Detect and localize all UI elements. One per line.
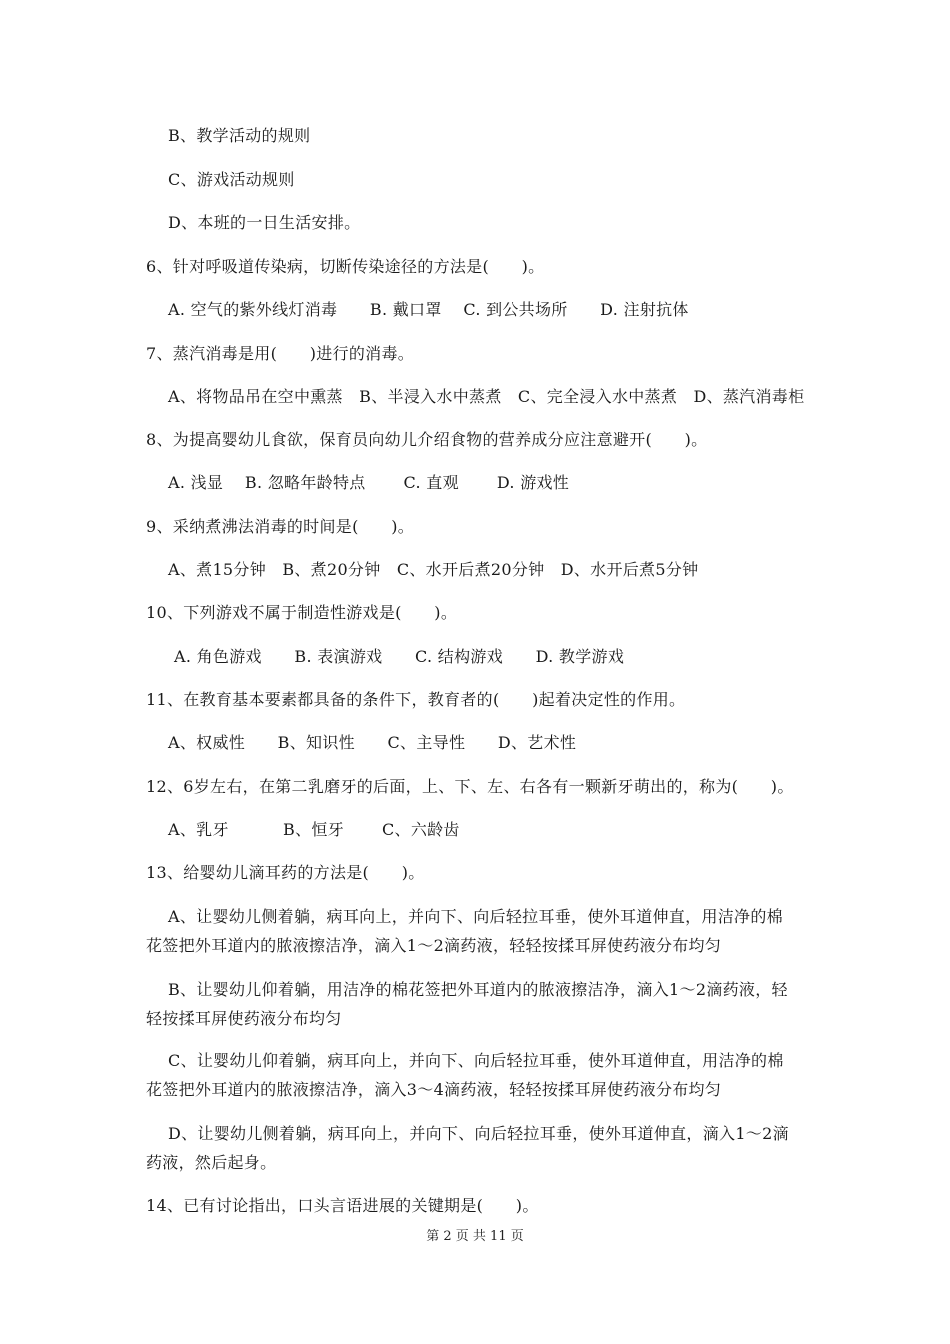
option-13a-cont: 花签把外耳道内的脓液擦洁净，滴入1～2滴药液，轻轻按揉耳屏使药液分布均匀 bbox=[146, 936, 722, 955]
option-13c-cont: 花签把外耳道内的脓液擦洁净，滴入3～4滴药液，轻轻按揉耳屏使药液分布均匀 bbox=[146, 1080, 722, 1099]
question-11: 11、在教育基本要素都具备的条件下，教育者的( )起着决定性的作用。 bbox=[146, 690, 686, 709]
option-13c: C、让婴幼儿仰着躺，病耳向上，并向下、向后轻拉耳垂，使外耳道伸直，用洁净的棉 bbox=[168, 1051, 784, 1070]
option-5c: C、游戏活动规则 bbox=[168, 170, 295, 189]
question-14: 14、已有讨论指出，口头言语进展的关键期是( )。 bbox=[146, 1196, 539, 1215]
options-8: A. 浅显 B. 忽略年龄特点 C. 直观 D. 游戏性 bbox=[168, 473, 570, 492]
option-13b-cont: 轻按揉耳屏使药液分布均匀 bbox=[146, 1009, 342, 1028]
options-7: A、将物品吊在空中熏蒸 B、半浸入水中蒸煮 C、完全浸入水中蒸煮 D、蒸汽消毒柜 bbox=[168, 387, 805, 406]
option-13d-cont: 药液，然后起身。 bbox=[146, 1153, 277, 1172]
question-9: 9、采纳煮沸法消毒的时间是( )。 bbox=[146, 517, 415, 536]
options-10: A. 角色游戏 B. 表演游戏 C. 结构游戏 D. 教学游戏 bbox=[174, 647, 625, 666]
question-13: 13、给婴幼儿滴耳药的方法是( )。 bbox=[146, 863, 425, 882]
question-10: 10、下列游戏不属于制造性游戏是( )。 bbox=[146, 603, 458, 622]
option-13d: D、让婴幼儿侧着躺，病耳向上，并向下、向后轻拉耳垂，使外耳道伸直，滴入1～2滴 bbox=[168, 1124, 789, 1143]
options-11: A、权威性 B、知识性 C、主导性 D、艺术性 bbox=[168, 733, 577, 752]
option-5d: D、本班的一日生活安排。 bbox=[168, 213, 361, 232]
options-6: A. 空气的紫外线灯消毒 B. 戴口罩 C. 到公共场所 D. 注射抗体 bbox=[168, 300, 689, 319]
option-5b: B、教学活动的规则 bbox=[168, 126, 311, 145]
options-9: A、煮15分钟 B、煮20分钟 C、水开后煮20分钟 D、水开后煮5分钟 bbox=[168, 560, 699, 579]
option-13a: A、让婴幼儿侧着躺，病耳向上，并向下、向后轻拉耳垂，使外耳道伸直，用洁净的棉 bbox=[168, 907, 783, 926]
page-footer: 第 2 页 共 11 页 bbox=[426, 1229, 524, 1244]
option-13b: B、让婴幼儿仰着躺，用洁净的棉花签把外耳道内的脓液擦洁净，滴入1～2滴药液，轻 bbox=[168, 980, 788, 999]
question-12: 12、6岁左右，在第二乳磨牙的后面，上、下、左、右各有一颗新牙萌出的，称为( )。 bbox=[146, 777, 794, 796]
question-8: 8、为提高婴幼儿食欲，保育员向幼儿介绍食物的营养成分应注意避开( )。 bbox=[146, 430, 708, 449]
question-7: 7、蒸汽消毒是用( )进行的消毒。 bbox=[146, 344, 415, 363]
question-6: 6、针对呼吸道传染病，切断传染途径的方法是( )。 bbox=[146, 257, 545, 276]
options-12: A、乳牙 B、恒牙 C、六龄齿 bbox=[168, 820, 460, 839]
